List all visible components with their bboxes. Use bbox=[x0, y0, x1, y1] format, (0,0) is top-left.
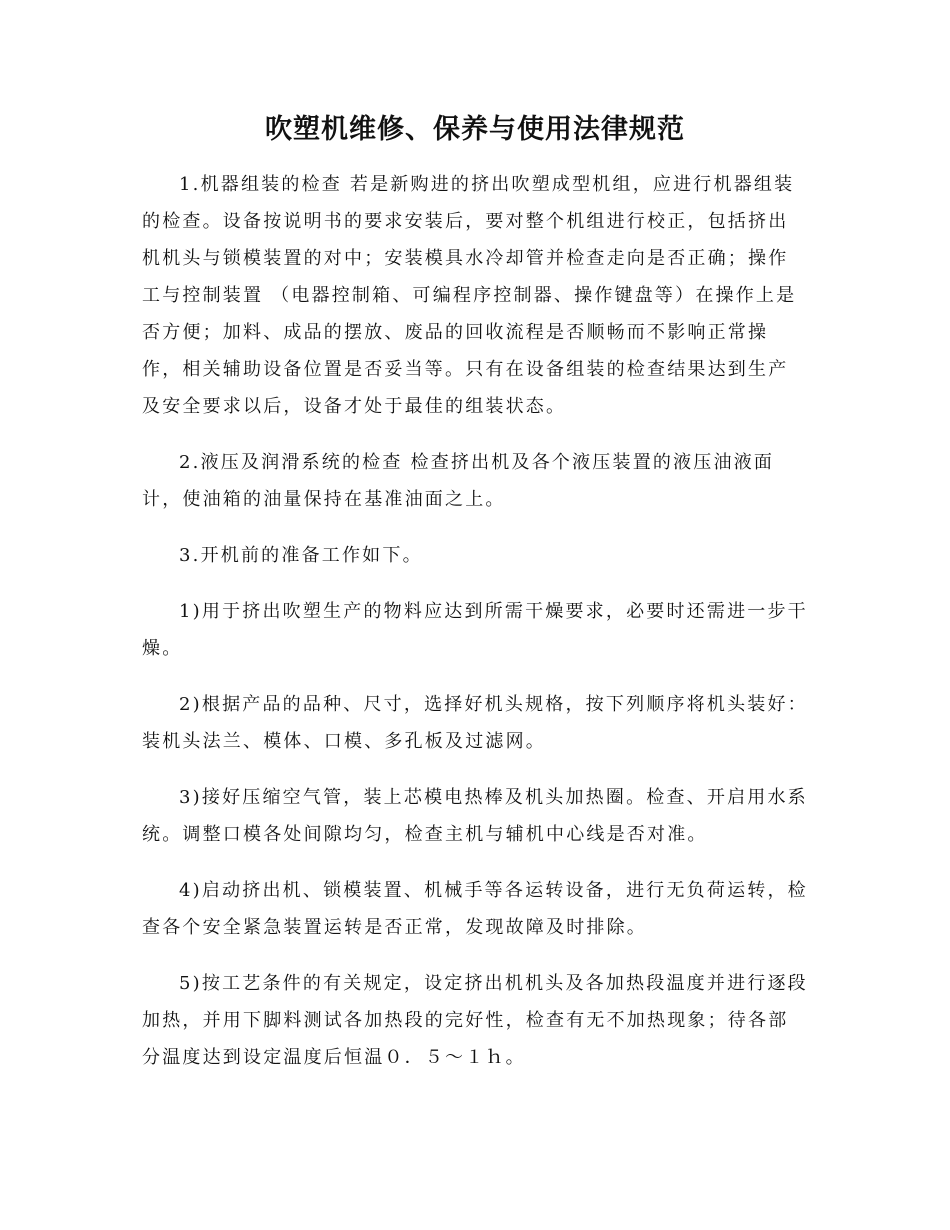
paragraph-die-installation: 2)根据产品的品种、尺寸，选择好机头规格，按下列顺序将机头装好：装机头法兰、模体、口模、多孔板及过滤网。 bbox=[142, 694, 808, 752]
paragraph-air-and-heating: 3)接好压缩空气管，装上芯模电热棒及机头加热圈。检查、开启用水系统。调整口模各处间隙均匀，检查主机与辅机中心线是否对准。 bbox=[142, 787, 808, 845]
paragraph-assembly-check: 1.机器组装的检查 若是新购进的挤出吹塑成型机组，应进行机器组装的检查。设备按说明书的要求安装后，要对整个机组进行校正，包括挤出机机头与锁模装置的对中；安装模具水冷却管并检查走向是否正确；操作工与控制装置 （电器控制箱、可编程序控制器、操作键盘等）在操作上是否方便；加料、成品的摆放、废品的回收流程是否顺畅而不影响正常操作，相关辅助设备位置是否妥当等。只有在设备组装的检查结果达到生产及安全要求以后，设备才处于最佳的组装状态。 bbox=[142, 174, 797, 417]
paragraph-temperature-setting: 5)按工艺条件的有关规定，设定挤出机机头及各加热段温度并进行逐段加热，并用下脚料测试各加热段的完好性，检查有无不加热现象；待各部分温度达到设定温度后恒温０．５～１ｈ。 bbox=[142, 973, 808, 1068]
document-title: 吹塑机维修、保养与使用法律规范 bbox=[265, 114, 685, 145]
paragraph-hydraulic-check: 2.液压及润滑系统的检查 检查挤出机及各个液压装置的液压油液面计，使油箱的油量保持在基准油面之上。 bbox=[142, 452, 775, 510]
paragraph-material-drying: 1)用于挤出吹塑生产的物料应达到所需干燥要求，必要时还需进一步干燥。 bbox=[142, 601, 808, 659]
paragraph-preparation-heading: 3.开机前的准备工作如下。 bbox=[179, 545, 423, 566]
paragraph-no-load-test: 4)启动挤出机、锁模装置、机械手等各运转设备，进行无负荷运转，检查各个安全紧急装置运转是否正常，发现故障及时排除。 bbox=[142, 880, 808, 938]
